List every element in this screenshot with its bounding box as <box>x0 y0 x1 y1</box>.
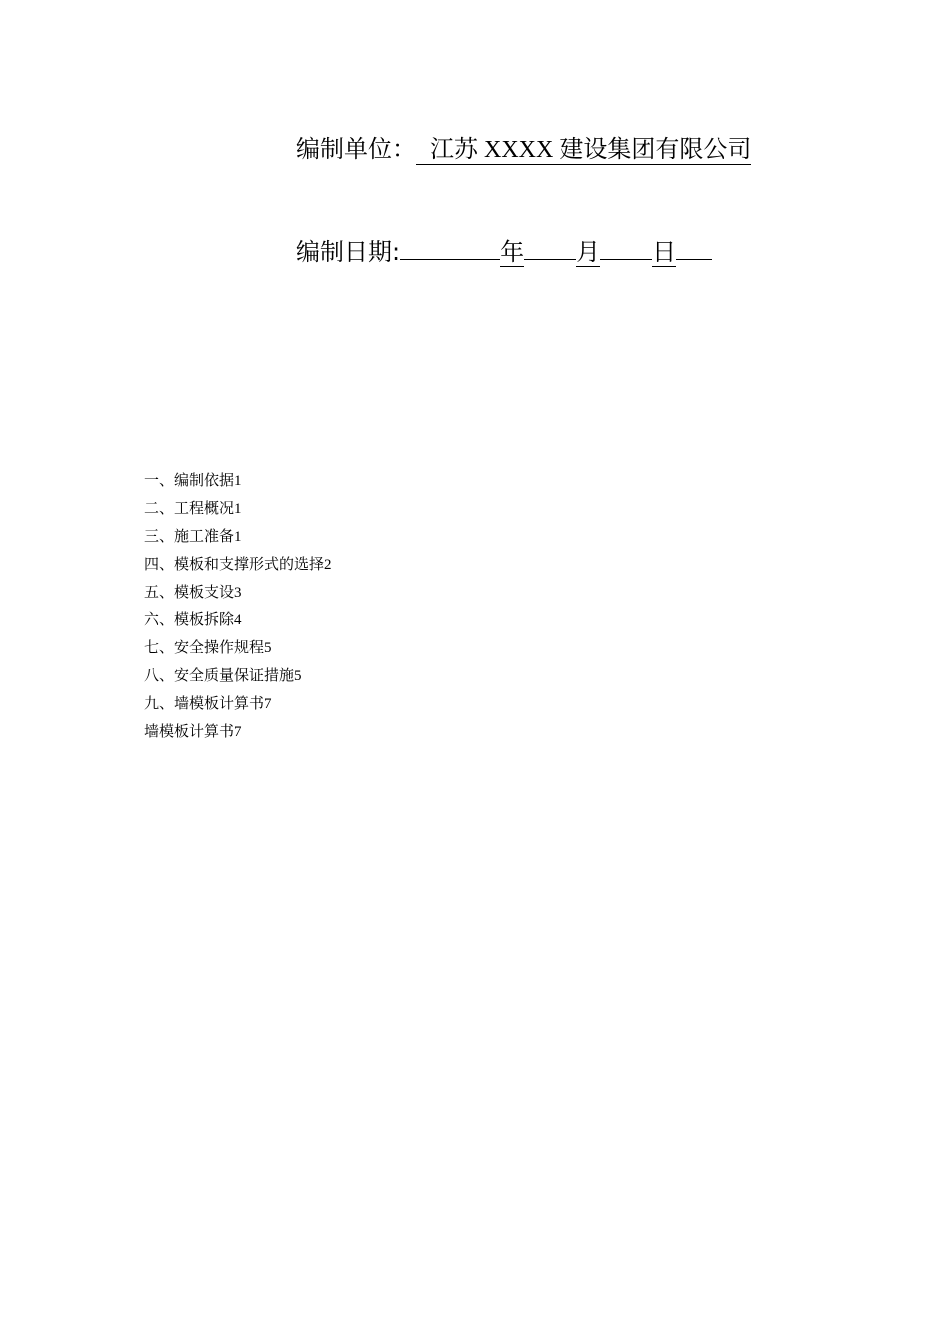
unit-value-part-3: 建设集团有限公司 <box>559 135 752 163</box>
toc-entry-page: 1 <box>234 500 242 517</box>
toc-entry-title: 八、安全质量保证措施 <box>144 668 295 685</box>
toc-entry[interactable] <box>144 554 332 582</box>
toc-entry[interactable] <box>144 693 332 721</box>
toc-entry-title: 七、安全操作规程 <box>144 640 265 657</box>
toc-entry[interactable] <box>144 721 332 749</box>
date-tail-blank <box>676 233 712 260</box>
table-of-contents <box>144 470 332 749</box>
date-month-blank <box>524 233 576 260</box>
toc-entry-page: 1 <box>234 528 242 545</box>
toc-entry[interactable] <box>144 470 332 498</box>
toc-entry[interactable] <box>144 665 332 693</box>
date-day-blank <box>600 233 652 260</box>
toc-entry-page: 7 <box>264 696 272 713</box>
compiling-unit-row <box>296 134 751 165</box>
toc-entry-title: 六、模板拆除 <box>144 612 235 629</box>
toc-entry-title: 四、模板和支撑形式的选择 <box>144 556 325 573</box>
toc-entry-page: 2 <box>324 556 332 573</box>
date-day-word: 日 <box>652 238 677 266</box>
compiling-date-row <box>296 233 712 267</box>
toc-entry-page: 3 <box>234 584 242 601</box>
compiling-date-label: 编制日期: <box>296 238 401 266</box>
toc-entry-title: 九、墙模板计算书 <box>144 696 265 713</box>
toc-entry-title: 墙模板计算书 <box>144 724 235 741</box>
toc-entry[interactable] <box>144 609 332 637</box>
toc-entry[interactable] <box>144 637 332 665</box>
toc-entry-page: 5 <box>264 640 272 657</box>
toc-entry-title: 五、模板支设 <box>144 584 235 601</box>
compiling-unit-value <box>416 136 751 165</box>
toc-entry-title: 一、编制依据 <box>144 473 235 489</box>
unit-value-part-1: 江苏 <box>430 135 478 163</box>
toc-entry[interactable] <box>144 582 332 610</box>
toc-entry-page: 5 <box>294 668 302 685</box>
toc-entry[interactable] <box>144 526 332 554</box>
compiling-unit-label: 编制单位： <box>296 135 416 163</box>
toc-entry-page: 1 <box>234 473 242 489</box>
date-year-word: 年 <box>500 238 525 266</box>
date-month-word: 月 <box>576 238 601 266</box>
unit-value-part-2: XXXX <box>484 137 554 163</box>
toc-entry-title: 二、工程概况 <box>144 500 235 517</box>
toc-entry-page: 4 <box>234 612 242 629</box>
toc-entry-page: 7 <box>234 724 242 741</box>
toc-entry-title: 三、施工准备 <box>144 528 235 545</box>
toc-entry[interactable] <box>144 498 332 526</box>
date-year-blank <box>400 233 500 260</box>
